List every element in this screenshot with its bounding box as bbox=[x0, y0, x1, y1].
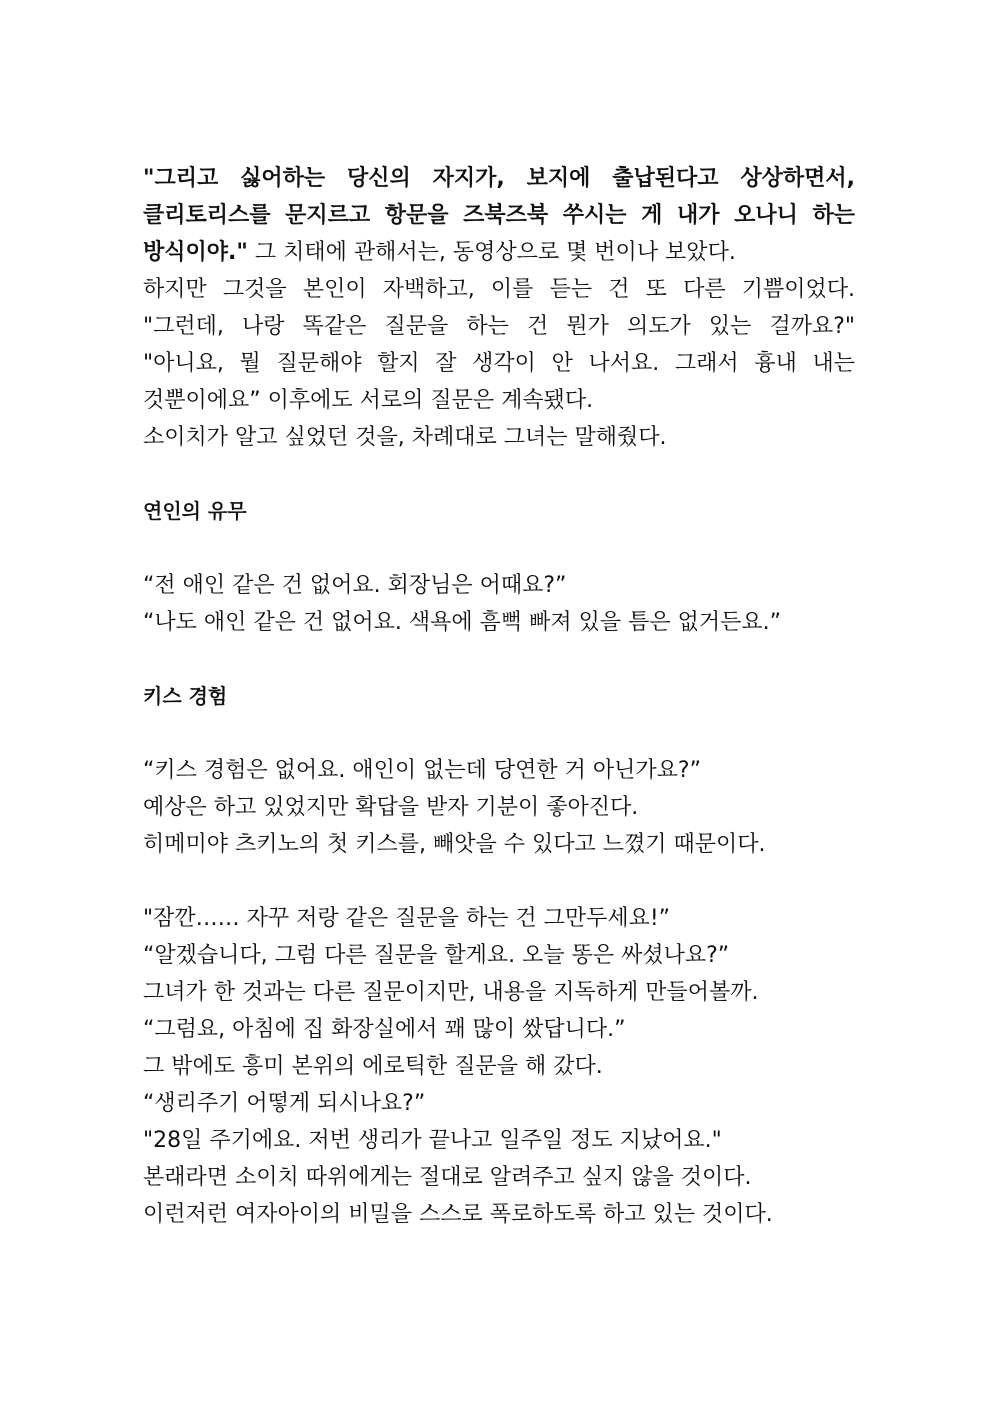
text-line: “나도 애인 같은 건 없어요. 색욕에 흠뻑 빠져 있을 틈은 없거든요.” bbox=[143, 610, 782, 635]
text-line: 하지만 그것을 본인이 자백하고, 이를 듣는 건 또 다른 기쁨이었다. bbox=[143, 277, 855, 302]
narration: 그 치태에 관해서는, 동영상으로 몇 번이나 보았다. bbox=[247, 240, 736, 265]
text-line: 클리토리스를 문지르고 항문을 즈북즈북 쑤시는 게 내가 오나니 하는 bbox=[143, 203, 855, 228]
text-line: 그녀가 한 것과는 다른 질문이지만, 내용을 지독하게 만들어볼까. bbox=[143, 980, 759, 1005]
section-heading-kiss: 키스 경험 bbox=[143, 684, 228, 708]
text-line: 예상은 하고 있었지만 확답을 받자 기분이 좋아진다. bbox=[143, 795, 639, 820]
text-line: 것뿐이에요” 이후에도 서로의 질문은 계속됐다. bbox=[143, 388, 594, 413]
text-line: “알겠습니다, 그럼 다른 질문을 할게요. 오늘 똥은 싸셨나요?” bbox=[143, 943, 730, 968]
text-line: “키스 경험은 없어요. 애인이 없는데 당연한 거 아닌가요?” bbox=[143, 758, 701, 783]
text-line: "그리고 싫어하는 당신의 자지가, 보지에 출납된다고 상상하면서, bbox=[143, 166, 855, 191]
text-line: “전 애인 같은 건 없어요. 회장님은 어때요?” bbox=[143, 573, 567, 598]
text-line: “그럼요, 아침에 집 화장실에서 꽤 많이 쌌답니다.” bbox=[143, 1017, 626, 1042]
bold-quote-end: 방식이야." bbox=[143, 240, 248, 265]
spacer bbox=[143, 641, 855, 678]
spacer bbox=[143, 530, 855, 567]
text-line: 히메미야 츠키노의 첫 키스를, 빼앗을 수 있다고 느꼈기 때문이다. bbox=[143, 832, 766, 857]
spacer bbox=[143, 715, 855, 752]
text-line: 이런저런 여자아이의 비밀을 스스로 폭로하도록 하고 있는 것이다. bbox=[143, 1202, 773, 1227]
text-line: 소이치가 알고 싶었던 것을, 차례대로 그녀는 말해줬다. bbox=[143, 425, 667, 450]
text-line: "그런데, 나랑 똑같은 질문을 하는 건 뭔가 의도가 있는 걸까요?" bbox=[143, 314, 855, 339]
spacer bbox=[143, 863, 855, 900]
text-line: "잠깐…… 자꾸 저랑 같은 질문을 하는 건 그만두세요!” bbox=[143, 906, 671, 931]
section-heading-lover: 연인의 유무 bbox=[143, 499, 247, 523]
text-line: 그 밖에도 흥미 본위의 에로틱한 질문을 해 갔다. bbox=[143, 1054, 603, 1079]
text-line: "아니요, 뭘 질문해야 할지 잘 생각이 안 나서요. 그래서 흉내 내는 bbox=[143, 351, 855, 376]
text-line: 본래라면 소이치 따위에게는 절대로 알려주고 싶지 않을 것이다. bbox=[143, 1165, 752, 1190]
text-line: "28일 주기에요. 저번 생리가 끝나고 일주일 정도 지났어요." bbox=[143, 1128, 722, 1153]
text-line: “생리주기 어떻게 되시나요?” bbox=[143, 1091, 426, 1116]
text-line bbox=[143, 234, 855, 271]
document-body bbox=[143, 160, 855, 1233]
spacer bbox=[143, 456, 855, 493]
